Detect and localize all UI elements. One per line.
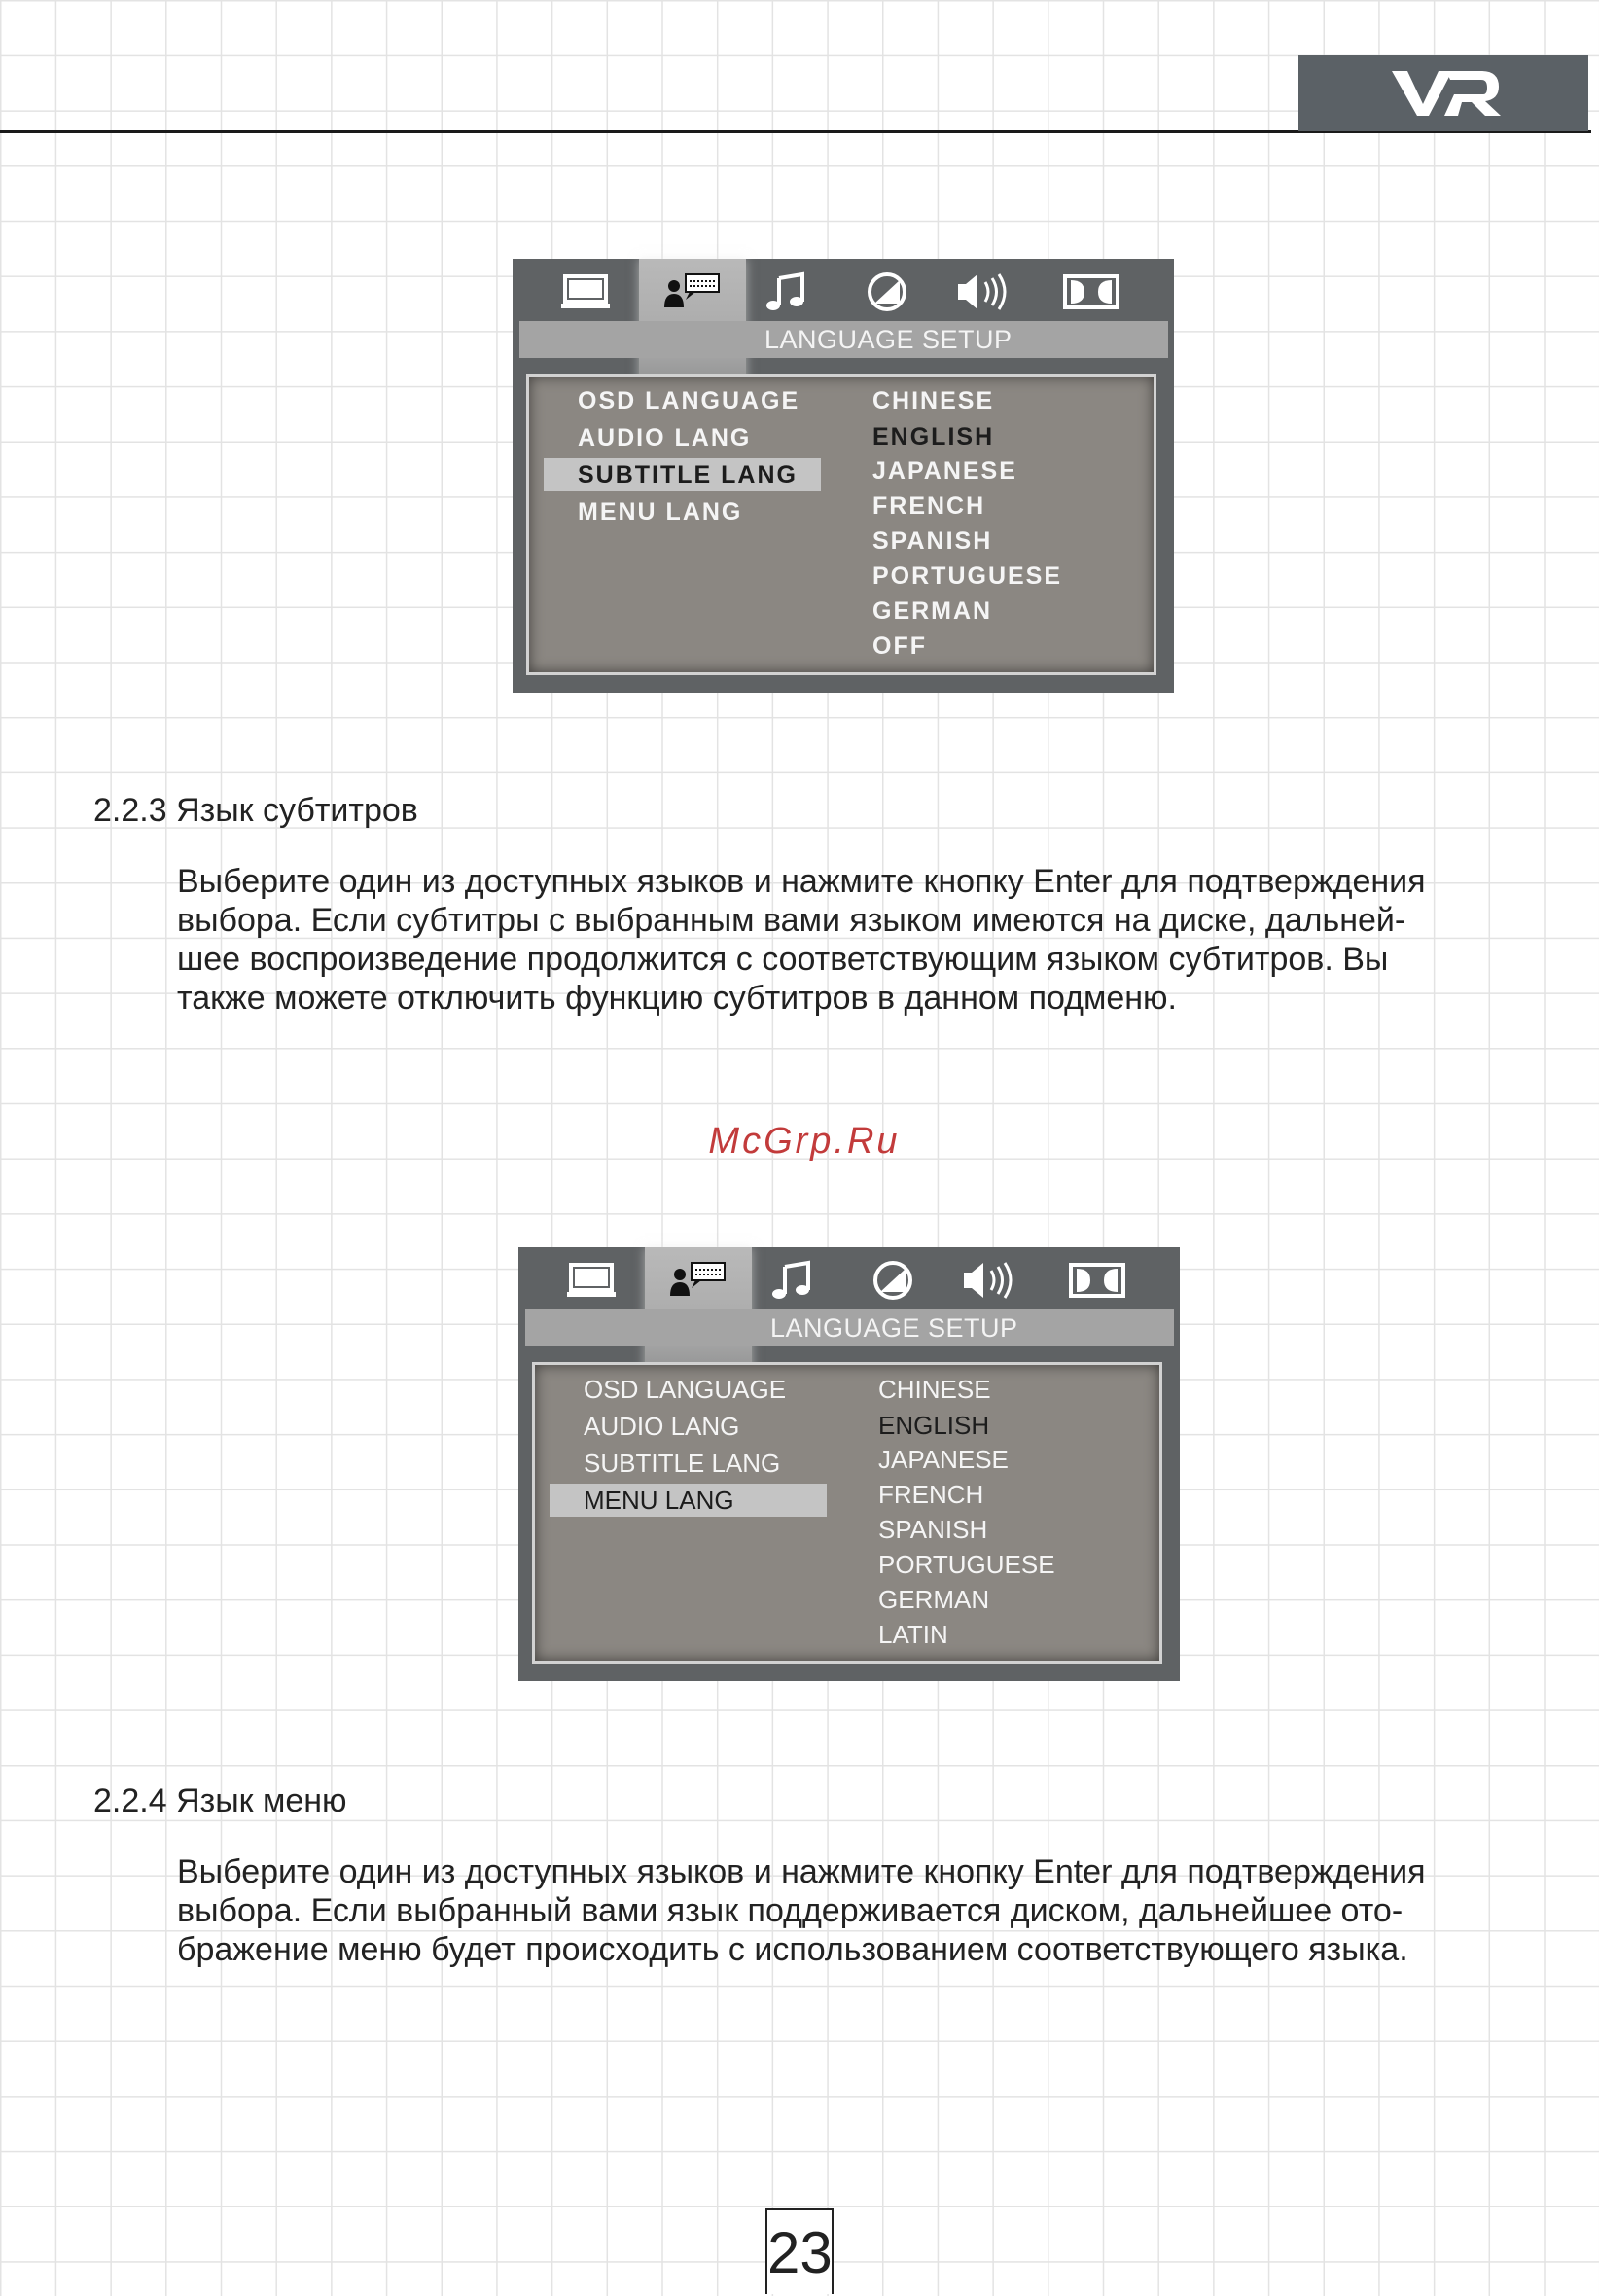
menu-title: LANGUAGE SETUP xyxy=(770,1313,1018,1343)
paragraph-line: бражение меню будет происходить с использованием соответствующего языка. xyxy=(177,1931,1408,1968)
option-chinese[interactable]: CHINESE xyxy=(878,1375,991,1404)
section-paragraph-subtitle-language xyxy=(177,862,1529,1018)
picture-icon[interactable] xyxy=(853,269,921,315)
option-spanish[interactable]: SPANISH xyxy=(872,527,993,555)
menu-item-subtitle-lang[interactable]: SUBTITLE LANG xyxy=(578,461,798,488)
dolby-icon[interactable] xyxy=(1057,269,1125,315)
menu-item-osd-language[interactable]: OSD LANGUAGE xyxy=(578,387,800,414)
picture-icon[interactable] xyxy=(859,1257,927,1304)
menu-content xyxy=(526,374,1156,675)
monitor-icon[interactable] xyxy=(551,269,620,315)
menu-item-subtitle-lang[interactable]: SUBTITLE LANG xyxy=(584,1449,781,1478)
option-english[interactable]: ENGLISH xyxy=(872,423,995,450)
speaker-icon[interactable] xyxy=(956,1257,1024,1304)
menu-item-osd-language[interactable]: OSD LANGUAGE xyxy=(584,1375,787,1404)
music-note-icon[interactable] xyxy=(756,269,824,315)
music-note-icon[interactable] xyxy=(762,1257,830,1304)
menu-item-menu-lang[interactable]: MENU LANG xyxy=(584,1486,734,1515)
option-chinese[interactable]: CHINESE xyxy=(872,387,995,414)
paragraph-line: также можете отключить функцию субтитров в данном подменю. xyxy=(177,980,1178,1017)
menu-content xyxy=(532,1362,1162,1664)
option-spanish[interactable]: SPANISH xyxy=(878,1515,988,1544)
page-number: 23 xyxy=(765,2208,834,2294)
option-japanese[interactable]: JAPANESE xyxy=(872,457,1017,484)
monitor-icon[interactable] xyxy=(557,1257,625,1304)
option-french[interactable]: FRENCH xyxy=(878,1480,984,1509)
option-japanese[interactable]: JAPANESE xyxy=(878,1445,1009,1474)
section-paragraph-menu-language xyxy=(177,1852,1529,1969)
brand-logo xyxy=(1298,55,1588,131)
option-latin[interactable]: LATIN xyxy=(878,1620,948,1649)
option-portuguese[interactable]: PORTUGUESE xyxy=(872,562,1063,590)
paragraph-line: шее воспроизведение продолжится с соответствующим языком субтитров. Вы xyxy=(177,941,1389,978)
paragraph-line: выбора. Если субтитры с выбранным вами языком имеются на диске, дальней- xyxy=(177,902,1406,939)
option-english[interactable]: ENGLISH xyxy=(878,1411,990,1440)
watermark: McGrp.Ru xyxy=(708,1121,901,1162)
paragraph-line: Выберите один из доступных языков и нажмите кнопку Enter для подтверждения xyxy=(177,863,1426,900)
speaker-icon[interactable] xyxy=(950,269,1018,315)
section-heading-subtitle-language: 2.2.3 Язык субтитров xyxy=(93,792,418,829)
language-setup-menu-subtitle xyxy=(513,259,1174,693)
language-icon[interactable] xyxy=(658,269,727,315)
menu-item-audio-lang[interactable]: AUDIO LANG xyxy=(584,1412,740,1441)
menu-title: LANGUAGE SETUP xyxy=(764,325,1013,354)
option-french[interactable]: FRENCH xyxy=(872,492,986,520)
option-portuguese[interactable]: PORTUGUESE xyxy=(878,1550,1055,1579)
option-german[interactable]: GERMAN xyxy=(878,1585,990,1614)
paragraph-line: выбора. Если выбранный вами язык поддерживается диском, дальнейшее ото- xyxy=(177,1892,1404,1929)
option-german[interactable]: GERMAN xyxy=(872,597,993,625)
paragraph-line: Выберите один из доступных языков и нажмите кнопку Enter для подтверждения xyxy=(177,1853,1426,1890)
section-heading-menu-language: 2.2.4 Язык меню xyxy=(93,1782,347,1819)
dolby-icon[interactable] xyxy=(1063,1257,1131,1304)
option-off[interactable]: OFF xyxy=(872,632,927,660)
language-setup-menu-menu-lang xyxy=(518,1247,1180,1681)
vr-logo-icon xyxy=(1388,67,1505,120)
menu-item-menu-lang[interactable]: MENU LANG xyxy=(578,498,743,525)
language-icon[interactable] xyxy=(664,1257,732,1304)
menu-item-audio-lang[interactable]: AUDIO LANG xyxy=(578,424,752,451)
